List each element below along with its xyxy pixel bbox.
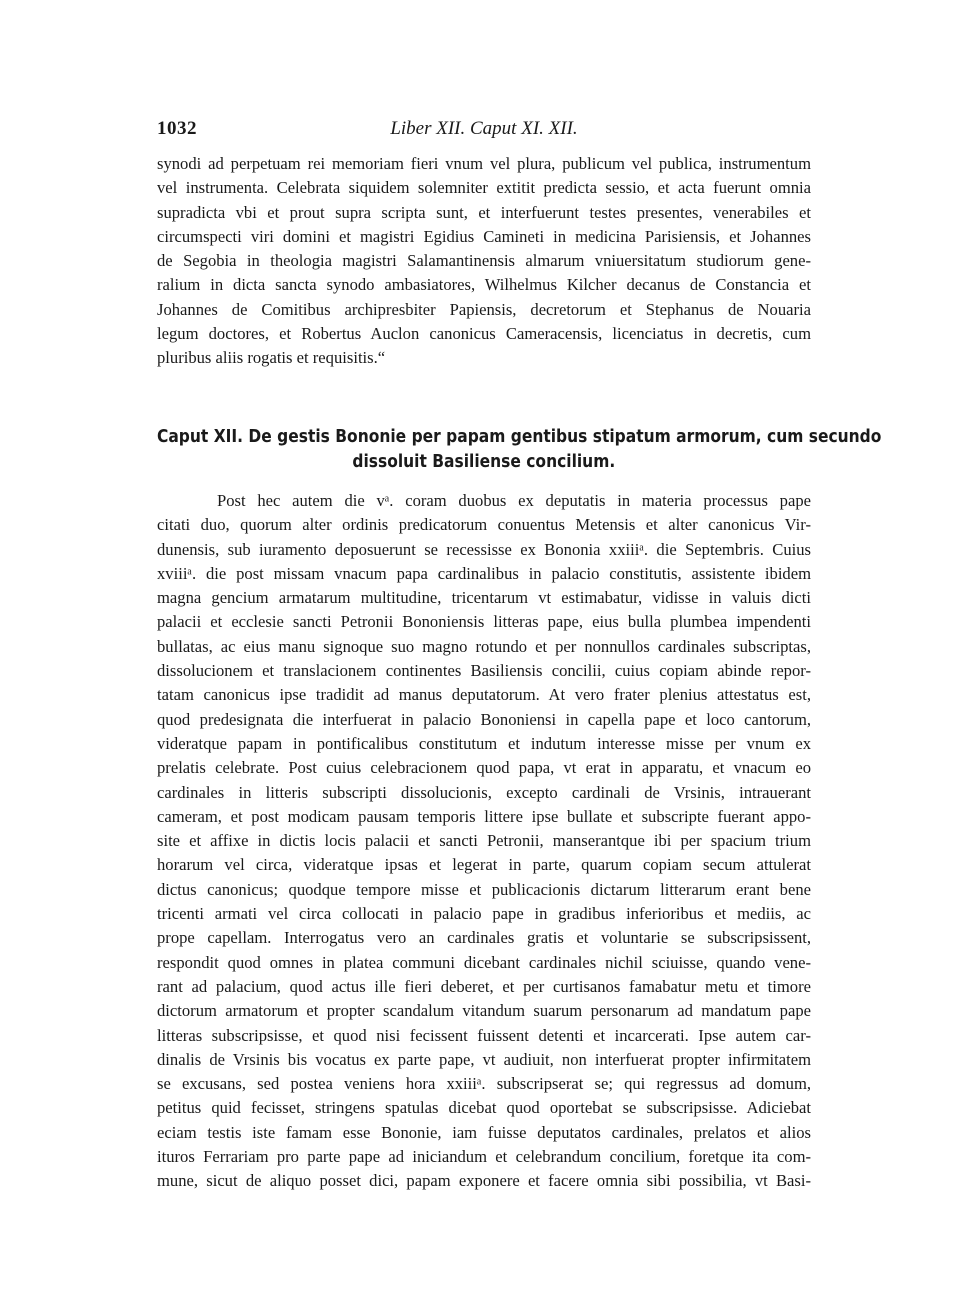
- text-line: xviiiᵃ. die post missam vnacum papa cardinalibus in palacio constitutis, assistente ibidem: [157, 563, 811, 583]
- text-line: de Segobia in theologia magistri Salamantinensis almarum vniuersitatum studiorum gene-: [157, 251, 811, 271]
- text-line: cameram, et post modicam pausam temporis littere ipse bullate et subscripte fuerant appo-: [157, 806, 811, 826]
- text-line: cardinales in litteris subscripti dissolucionis, excepto cardinali de Vrsinis, intrauerant: [157, 782, 811, 802]
- text-line: pluribus aliis rogatis et requisitis.“: [157, 348, 386, 368]
- text-line: supradicta vbi et prout supra scripta sunt, et interfuerunt testes presentes, venerabiles et: [157, 202, 811, 222]
- text-line: circumspecti viri domini et magistri Egidius Camineti in medicina Parisiensis, et Johannes: [157, 226, 811, 246]
- text-line: quod predesignata die interfuerat in palacio Bononiensi in capella pape et loco cantorum,: [157, 709, 811, 729]
- text-line: palacii et ecclesie sancti Petronii Bononiensis litteras pape, eius bulla plumbea impendenti: [157, 612, 811, 632]
- text-line: Post hec autem die vᵃ. coram duobus ex deputatis in materia processus pape: [217, 491, 811, 510]
- text-line: petitus quid fecisset, stringens spatulas dicebat quod oportebat se subscripsisse. Adiciebat: [157, 1098, 811, 1118]
- text-line: rant ad palacium, quod actus ille fieri deberet, et per curtisanos famabatur metu et timore: [157, 976, 811, 996]
- text-line: magna gencium armatarum multitudine, tricentarum vt estimabatur, vidisse in valuis dicti: [157, 588, 811, 608]
- chapter-heading-line-1: Caput XII. De gestis Bononie per papam gentibus stipatum armorum, cum secundo: [157, 426, 882, 447]
- text-line: mune, sicut de aliquo posset dici, papam exponere et facere omnia sibi possibilia, vt Basi-: [157, 1171, 811, 1191]
- text-line: bullatas, ac eius manu signoque suo magno rotundo et per nonnullos cardinales subscriptas,: [157, 636, 811, 656]
- body-paragraph: [157, 489, 811, 1194]
- text-line: prope capellam. Interrogatus vero an cardinales gratis et voluntarie se subscripsissent,: [157, 928, 811, 948]
- text-line: ituros Ferrariam pro parte pape ad iniciandum et celebrandum concilium, foretque ita com-: [157, 1147, 811, 1167]
- text-line: horarum vel circa, videratque ipsas et legerat in parte, quarum copiam secum attulerat: [157, 855, 811, 875]
- text-line: dictus canonicus; quodque tempore misse et publicacionis dictarum litterarum erant bene: [157, 879, 811, 899]
- top-paragraph: [157, 152, 811, 371]
- text-line: ralium in dicta sancta synodo ambasiatores, Wilhelmus Kilcher decanus de Constancia et: [157, 275, 811, 295]
- text-line: dinalis de Vrsinis bis vocatus ex parte pape, vt audiuit, non interfuerat propter infirmitatem: [157, 1049, 811, 1069]
- text-line: eciam testis iste famam esse Bononie, iam fuisse deputatos cardinales, prelatos et alios: [157, 1122, 811, 1142]
- text-line: synodi ad perpetuam rei memoriam fieri vnum vel plura, publicum vel publica, instrumentum: [157, 154, 811, 173]
- running-header: [157, 118, 811, 144]
- text-line: prelatis celebrate. Post cuius celebracionem quod papa, vt erat in apparatu, et vnacum eo: [157, 758, 811, 778]
- text-line: videratque papam in pontificalibus constitutum et indutum interesse misse per vnum ex: [157, 733, 811, 753]
- text-line: litteras subscripsisse, et quod nisi fecissent fuissent detenti et incarcerati. Ipse autem car-: [157, 1025, 811, 1045]
- chapter-heading: [157, 424, 882, 474]
- text-line: dictorum armatorum et propter scandalum vitandum suarum personarum ad mandatum pape: [157, 1001, 811, 1021]
- text-line: se excusans, sed postea veniens hora xxiiiᵃ. subscripserat se; qui regressus ad domum,: [157, 1074, 811, 1094]
- chapter-heading-line-2: dissoluit Basiliense concilium.: [352, 451, 616, 472]
- text-line: site et affixe in dictis locis palacii et sancti Petronii, manserantque ibi per spacium trium: [157, 831, 811, 851]
- text-line: vel instrumenta. Celebrata siquidem solemniter extitit predicta sessio, et acta fuerunt omnia: [157, 178, 811, 198]
- text-line: dunensis, sub iuramento deposuerunt se recessisse ex Bononia xxiiiᵃ. die Septembris. Cuius: [157, 539, 811, 559]
- running-title: Liber XII. Caput XI. XII.: [390, 118, 578, 139]
- page-number: 1032: [157, 118, 197, 139]
- text-line: tatam canonicus ipse tradidit ad manus deputatorum. At vero frater plenius attestatus est,: [157, 685, 811, 705]
- text-line: Johannes de Comitibus archipresbiter Papiensis, decretorum et Stephanus de Nouaria: [157, 299, 811, 319]
- text-line: dissolucionem et translacionem continentes Basiliensis concilii, cuius copiam abinde repor-: [157, 661, 811, 681]
- text-line: tricenti armati vel circa collocati in palacio pape in gradibus inferioribus et mediis, ac: [157, 904, 811, 924]
- text-line: legum doctores, et Robertus Auclon canonicus Cameracensis, licenciatus in decretis, cum: [157, 324, 811, 344]
- text-line: citati duo, quorum alter ordinis predicatorum conuentus Metensis et alter canonicus Vir-: [157, 515, 811, 535]
- text-line: respondit quod omnes in platea communi dicebant cardinales nichil sciuisse, quando vene-: [157, 952, 811, 972]
